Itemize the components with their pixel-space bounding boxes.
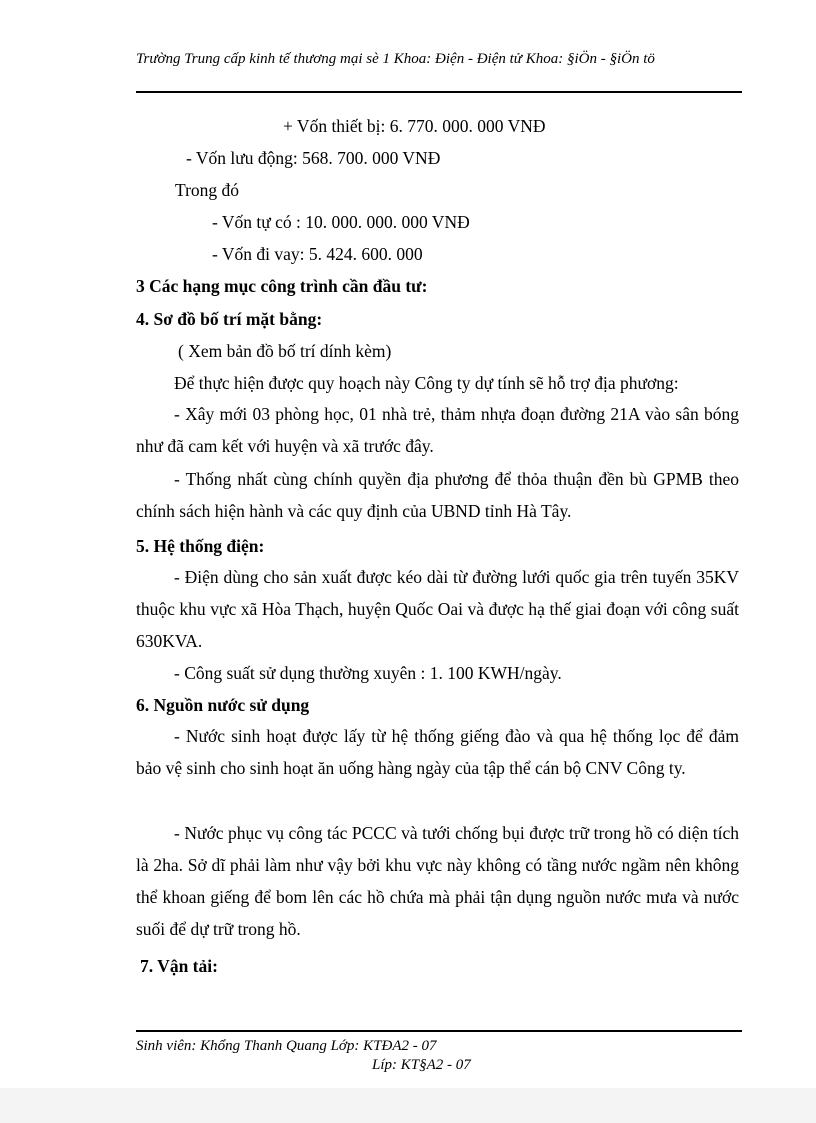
working-capital-line: - Vốn lưu động: 568. 700. 000 VNĐ: [186, 148, 441, 168]
footer-divider: [136, 1030, 742, 1032]
section4-heading: 4. Sơ đồ bố trí mặt bằng:: [136, 309, 323, 329]
section4-note: ( Xem bản đồ bố trí dính kèm): [178, 341, 392, 361]
section6-heading: 6. Nguồn nước sử dụng: [136, 695, 310, 715]
section6-item1: - Nước sinh hoạt được lấy từ hệ thống giếng đào và qua hệ thống lọc để đảm bảo vệ sinh cho sinh hoạt ăn uống hàng ngày của tập thể cán bộ CNV Công ty.: [136, 726, 739, 778]
header-divider: [136, 91, 742, 93]
section4-item1: - Xây mới 03 phòng học, 01 nhà trẻ, thảm nhựa đoạn đường 21A vào sân bóng như đã cam kết với huyện và xã trước đây.: [136, 404, 739, 456]
section6-item2: - Nước phục vụ công tác PCCC và tưới chống bụi được trữ trong hồ có diện tích là 2ha. Sở dĩ phải làm như vậy bởi khu vực này không có tầng nước ngầm nên không thể khoan giếng để bom lên các hồ chứa mà phải tận dụng nguồn nước mưa và nước suối để dự trữ trong hồ.: [136, 823, 739, 939]
section5-item1: - Điện dùng cho sản xuất được kéo dài từ đường lưới quốc gia trên tuyến 35KV thuộc khu vực xã Hòa Thạch, huyện Quốc Oai và được hạ thế giai đoạn với công suất 630KVA.: [136, 567, 739, 651]
section4-item2: - Thống nhất cùng chính quyền địa phương để thỏa thuận đền bù GPMB theo chính sách hiện hành và các quy định của UBND tỉnh Hà Tây.: [136, 469, 739, 521]
of-which-line: Trong đó: [175, 180, 240, 200]
page-header: Trường Trung cấp kinh tế thương mại sè 1 Khoa: Điện - Điện tử Khoa: §iÖn - §iÖn tö: [136, 51, 655, 67]
section4-intro: Để thực hiện được quy hoạch này Công ty dự tính sẽ hỗ trợ địa phương:: [174, 373, 679, 393]
section3-heading: 3 Các hạng mục công trình cần đầu tư:: [136, 276, 428, 296]
borrowed-capital-line: - Vốn đi vay: 5. 424. 600. 000: [212, 244, 423, 264]
section5-heading: 5. Hệ thống điện:: [136, 536, 265, 556]
footer-class: Líp: KT§A2 - 07: [372, 1057, 471, 1073]
footer-student: Sinh viên: Khổng Thanh Quang Lớp: KTĐA2 - 07: [136, 1038, 437, 1054]
own-capital-line: - Vốn tự có : 10. 000. 000. 000 VNĐ: [212, 212, 470, 232]
capital-equipment-line: + Vốn thiết bị: 6. 770. 000. 000 VNĐ: [283, 116, 546, 136]
page-bottom-margin: [0, 1088, 816, 1123]
section5-item2: - Công suất sử dụng thường xuyên : 1. 100 KWH/ngày.: [174, 663, 562, 683]
section7-heading: 7. Vận tải:: [140, 956, 218, 976]
